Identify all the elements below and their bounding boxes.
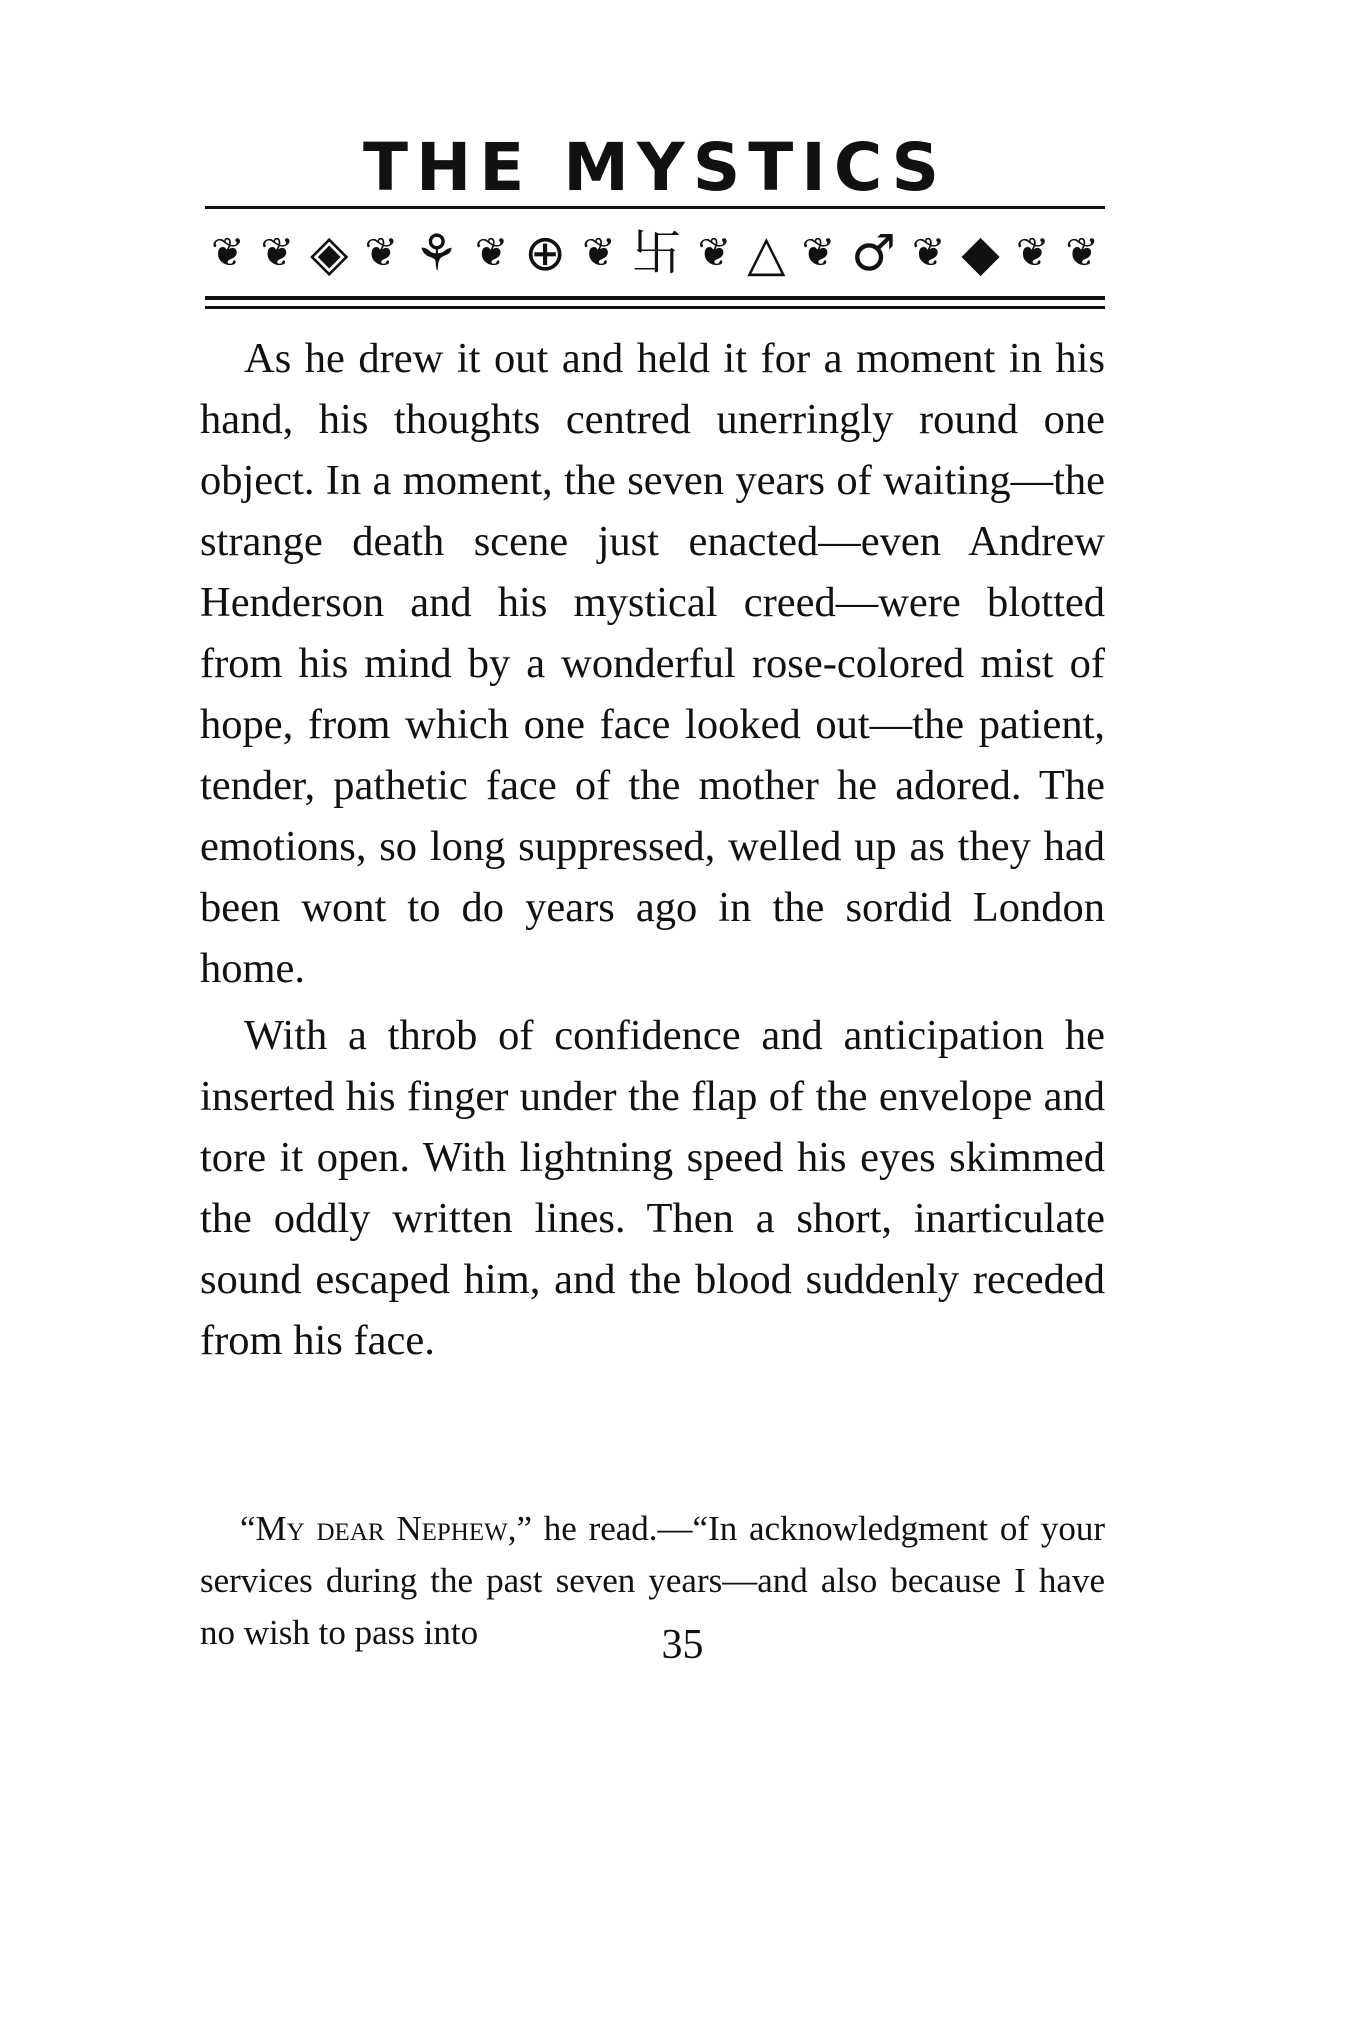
running-head: THE MYSTICS [362, 129, 948, 206]
leaf-ornament-icon: ❦ [582, 230, 616, 276]
leaf-ornament-icon: ❦ [1065, 230, 1099, 276]
header-rule-top [205, 206, 1105, 209]
letter-salutation: “My dear Nephew,” [240, 1509, 532, 1548]
triangle-ornament-icon: △ [747, 224, 786, 282]
leaf-ornament-icon: ❦ [801, 230, 836, 276]
circled-cross-ornament-icon: ⊕ [524, 224, 567, 282]
leaf-ornament-icon: ❦ [364, 230, 398, 276]
paragraph: As he drew it out and held it for a moment in his hand, his thoughts centred unerringly round one object. In a moment, the seven years of waiting—the strange death scene just enacted—even Andrew Henderson and his mystical creed—were blotted from his mind by a wonderful rose-colored mist of hope, from which one face looked out—the patient, tender, pathetic face of the mother he adored. The emotions, so long suppressed, welled up as they had been wont to do years ago in the sordid London home. [200, 335, 1105, 992]
paragraph: With a throb of confidence and anticipation he inserted his finger under the flap of the envelope and tore it open. With lightning speed his eyes skimmed the oddly written lines. Then a short, inarticulate sound escaped him, and the blood suddenly receded from his face. [200, 1012, 1105, 1364]
gem-ornament-icon: ◆ [961, 224, 1000, 282]
leaf-ornament-icon: ❦ [474, 230, 509, 276]
body-text [200, 328, 1105, 1371]
swastika-ornament-icon: 卐 [631, 224, 682, 282]
leaf-ornament-icon: ❦ [211, 230, 245, 276]
leaf-ornament-icon: ❦ [1015, 230, 1050, 276]
page-number: 35 [661, 1622, 704, 1668]
header-rule-bottom-double [205, 306, 1105, 309]
male-symbol-ornament-icon: ♂ [851, 224, 896, 282]
header-rule-bottom [205, 296, 1105, 300]
ornament-band [205, 216, 1105, 290]
letter-text: he read.—“In acknowledgment of your services during the past seven years—and also because I have no wish to pass into [200, 1509, 1105, 1652]
leaf-ornament-icon: ❦ [697, 230, 732, 276]
knot-ornament-icon: ⚘ [413, 224, 459, 282]
diamond-ornament-icon: ◈ [310, 224, 349, 282]
leaf-ornament-icon: ❦ [260, 230, 295, 276]
leaf-ornament-icon: ❦ [911, 230, 946, 276]
